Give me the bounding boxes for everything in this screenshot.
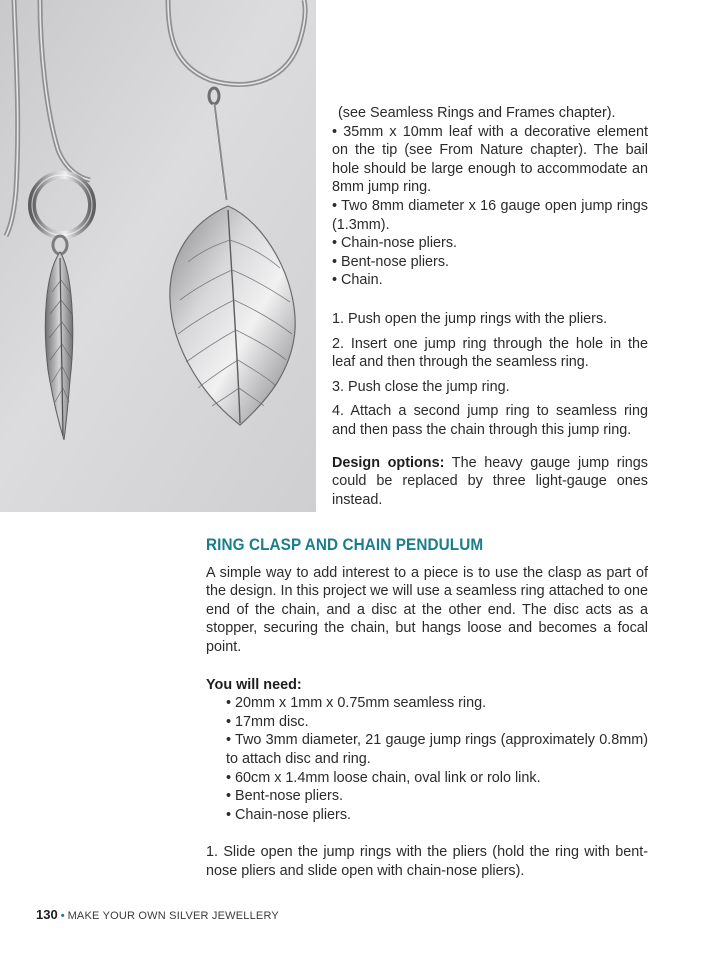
list-item: • 20mm x 1mm x 0.75mm seamless ring. [226, 695, 487, 712]
design-options-label: Design options: [332, 454, 445, 471]
step-item: 2. Insert one jump ring through the hole in the leaf and then through the seamless ring. [332, 335, 648, 371]
page-footer [36, 907, 279, 922]
step-item: 1. Push open the jump rings with the pliers. [332, 310, 608, 327]
step-item: 3. Push close the jump ring. [332, 378, 510, 395]
list-item: • Two 3mm diameter, 21 gauge jump rings (approximately 0.8mm) to attach disc and ring. [226, 732, 648, 767]
list-item: • 17mm disc. [226, 713, 309, 730]
list-item: • Chain-nose pliers. [226, 806, 352, 823]
step-item: 1. Slide open the jump rings with the pliers (hold the ring with bent-nose pliers and slide open with chain-nose pliers). [206, 844, 648, 879]
continuation-text: (see Seamless Rings and Frames chapter). [338, 105, 616, 121]
list-item: • Chain. [332, 272, 383, 289]
you-will-need-label: You will need: [206, 676, 302, 693]
you-will-need-heading [206, 676, 648, 695]
list-item: • 35mm x 10mm leaf with a decorative element on the tip (see From Nature chapter). The bail hole should be large enough to accommodate an 8mm jump ring. [332, 123, 648, 196]
page-number: 130 [36, 907, 58, 922]
section-heading: RING CLASP AND CHAIN PENDULUM [206, 535, 484, 554]
book-title: MAKE YOUR OWN SILVER JEWELLERY [67, 910, 279, 922]
design-options [332, 454, 648, 510]
steps-list [332, 310, 648, 440]
list-item: • 60cm x 1.4mm loose chain, oval link or rolo link. [226, 769, 541, 786]
step-item: 4. Attach a second jump ring to seamless ring and then pass the chain through this jump ring. [332, 403, 648, 438]
list-item: • Bent-nose pliers. [332, 253, 450, 270]
footer-separator: • [60, 910, 65, 922]
list-item: • Chain-nose pliers. [332, 235, 458, 252]
list-item: • Two 8mm diameter x 16 gauge open jump rings (1.3mm). [332, 197, 648, 233]
materials-column [332, 104, 648, 509]
pendant-photo [0, 0, 316, 512]
list-item: • Bent-nose pliers. [226, 788, 344, 805]
section-intro: A simple way to add interest to a piece is to use the clasp as part of the design. In this project we will use a seamless ring attached to one end of the chain, and a disc at the other end. The disc acts as a stopper, securing the chain, but hangs loose and becomes a focal point. [206, 564, 648, 655]
pendant-photo-illustration [0, 0, 316, 512]
design-options-text: The heavy gauge jump rings could be replaced by three light-gauge ones instead. [332, 454, 648, 508]
ring-clasp-section [206, 536, 648, 881]
materials-list [206, 694, 648, 824]
